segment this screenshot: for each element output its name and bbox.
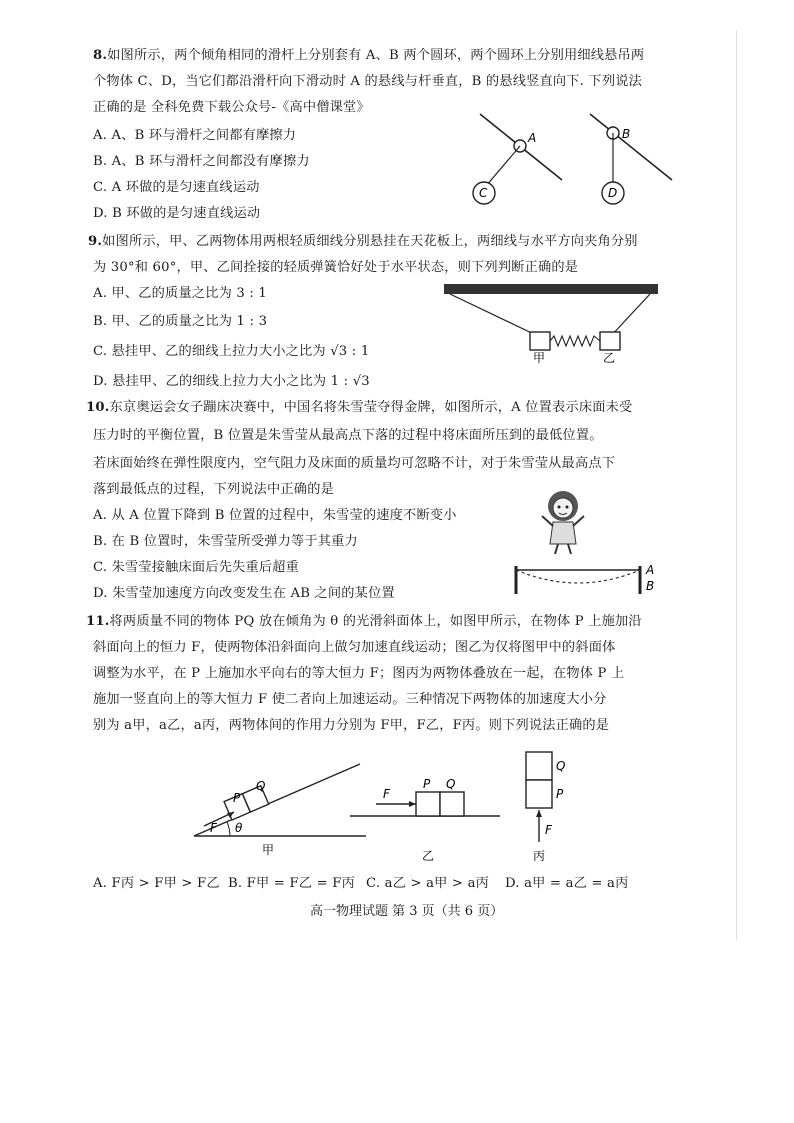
q10-trampoline-figure	[508, 562, 658, 596]
q9-figure	[440, 282, 662, 366]
q8-option-d: D. B 环做的是匀速直线运动	[93, 206, 261, 221]
q11-option-b: B. F甲 = F乙 = F丙	[228, 876, 355, 891]
q11-yi-label-q: Q	[446, 777, 456, 791]
q8-string-a	[486, 146, 520, 186]
q11-yi-label-f: F	[383, 787, 390, 801]
q8-line-2: 个物体 C、D，当它们都沿滑杆向下滑动时 A 的悬线与杆垂直，B 的悬线竖直向下. 下列说法	[93, 74, 642, 89]
q11-yi-block-p	[416, 792, 440, 816]
q10-athlete-illustration	[538, 486, 588, 556]
q11-figure-yi	[350, 777, 500, 863]
q11-bing-block-q	[526, 752, 552, 780]
q8-line-1: 8.如图所示，两个倾角相同的滑杆上分别套有 A、B 两个圆环，两个圆环上分别用细线悬吊两	[93, 48, 645, 63]
q11-jia-label-p: P	[233, 791, 241, 805]
q11-jia-label-theta: θ	[235, 821, 243, 835]
q10-label-a: A	[646, 563, 655, 577]
q8-label-b: B	[622, 127, 631, 141]
q11-bing-label-p: P	[556, 787, 564, 801]
q8-label-d: D	[608, 186, 618, 200]
page-edge-divider	[736, 30, 737, 940]
q9-option-d: D. 悬挂甲、乙的细线上拉力大小之比为 1 : √3	[93, 374, 370, 389]
q9-block-yi	[600, 332, 620, 350]
q8-option-c: C. A 环做的是匀速直线运动	[93, 180, 260, 195]
q11-jia-caption: 甲	[262, 843, 275, 857]
q9-string-yi	[610, 294, 650, 337]
q10-option-a: A. 从 A 位置下降到 B 位置的过程中，朱雪莹的速度不断变小	[93, 508, 457, 523]
q11-option-d: D. a甲 = a乙 = a丙	[505, 876, 629, 891]
q11-yi-block-q	[440, 792, 464, 816]
q11-yi-label-p: P	[423, 777, 431, 791]
q11-figures	[190, 748, 590, 870]
q9-line-2: 为 30°和 60°，甲、乙间拴接的轻质弹簧恰好处于水平状态，则下列判断正确的是	[93, 260, 579, 275]
q10-number: 10.	[86, 400, 110, 415]
q9-label-jia: 甲	[533, 351, 546, 365]
q10-line-4: 落到最低点的过程，下列说法中正确的是	[93, 482, 334, 497]
q11-option-a: A. F丙 > F甲 > F乙	[93, 876, 220, 891]
q11-figure-jia	[194, 764, 366, 857]
q9-option-b: B. 甲、乙的质量之比为 1 : 3	[93, 314, 268, 329]
q11-line-2: 斜面向上的恒力 F，使两物体沿斜面向上做匀加速直线运动；图乙为仅将图甲中的斜面体	[93, 640, 616, 655]
q8-label-a: A	[528, 131, 537, 145]
q8-option-b: B. A、B 环与滑杆之间都没有摩擦力	[93, 154, 310, 169]
q9-ceiling	[444, 284, 658, 294]
q11-line-4: 施加一竖直向上的等大恒力 F 使二者向上加速运动。三种情况下两物体的加速度大小分	[93, 692, 607, 707]
q11-figure-bing	[526, 752, 565, 863]
q8-line-3: 正确的是 全科免费下载公众号-《高中僧课堂》	[93, 100, 370, 115]
q8-label-c: C	[479, 186, 488, 200]
trampoline-level-b	[516, 570, 640, 583]
q11-jia-label-f: F	[210, 821, 217, 835]
page-footer: 高一物理试题 第 3 页（共 6 页）	[310, 904, 504, 919]
athlete-body	[550, 522, 576, 544]
q10-line-2: 压力时的平衡位置，B 位置是朱雪莹从最高点下落的过程中将床面所压到的最低位置。	[93, 428, 603, 443]
q9-block-jia	[530, 332, 550, 350]
q11-bing-label-q: Q	[556, 759, 566, 773]
q9-string-jia	[450, 294, 540, 337]
q11-line-1: 11.将两质量不同的物体 PQ 放在倾角为 θ 的光滑斜面体上，如图甲所示，在物体 P 上施加沿	[86, 614, 642, 629]
q10-line-1: 10.东京奥运会女子蹦床决赛中，中国名将朱雪莹夺得金牌，如图所示，A 位置表示床面未受	[86, 400, 633, 415]
q10-label-b: B	[646, 579, 655, 593]
q11-bing-block-p	[526, 780, 552, 808]
q10-option-b: B. 在 B 位置时，朱雪莹所受弹力等于其重力	[93, 534, 358, 549]
q8-figure	[440, 108, 680, 216]
q11-line-5: 别为 a甲，a乙，a丙，两物体间的作用力分别为 F甲，F乙，F丙。则下列说法正确的是	[93, 718, 610, 733]
q9-option-a: A. 甲、乙的质量之比为 3 : 1	[93, 286, 267, 301]
q10-line-3: 若床面始终在弹性限度内，空气阻力及床面的质量均可忽略不计，对于朱雪莹从最高点下	[93, 456, 616, 471]
q8-rod-right	[590, 114, 672, 180]
q9-option-c: C. 悬挂甲、乙的细线上拉力大小之比为 √3 : 1	[93, 344, 370, 359]
q11-yi-caption: 乙	[422, 849, 435, 863]
q8-option-a: A. A、B 环与滑杆之间都有摩擦力	[93, 128, 297, 143]
q11-jia-label-q: Q	[256, 779, 266, 793]
q10-option-c: C. 朱雪莹接触床面后先失重后超重	[93, 560, 300, 575]
q11-line-3: 调整为水平，在 P 上施加水平向右的等大恒力 F；图丙为两物体叠放在一起，在物体 P 上	[93, 666, 625, 681]
q9-spring	[550, 336, 600, 346]
q9-label-yi: 乙	[603, 351, 616, 365]
q11-bing-label-f: F	[545, 823, 552, 837]
q11-option-c: C. a乙 > a甲 > a丙	[366, 876, 490, 891]
q9-number: 9.	[88, 234, 103, 249]
q9-line-1: 9.如图所示，甲、乙两物体用两根轻质细线分别悬挂在天花板上，两细线与水平方向夹角分别	[88, 234, 638, 249]
q11-number: 11.	[86, 614, 110, 629]
q10-option-d: D. 朱雪莹加速度方向改变发生在 AB 之间的某位置	[93, 586, 395, 601]
q11-bing-caption: 丙	[533, 849, 546, 863]
q8-number: 8.	[93, 48, 108, 63]
